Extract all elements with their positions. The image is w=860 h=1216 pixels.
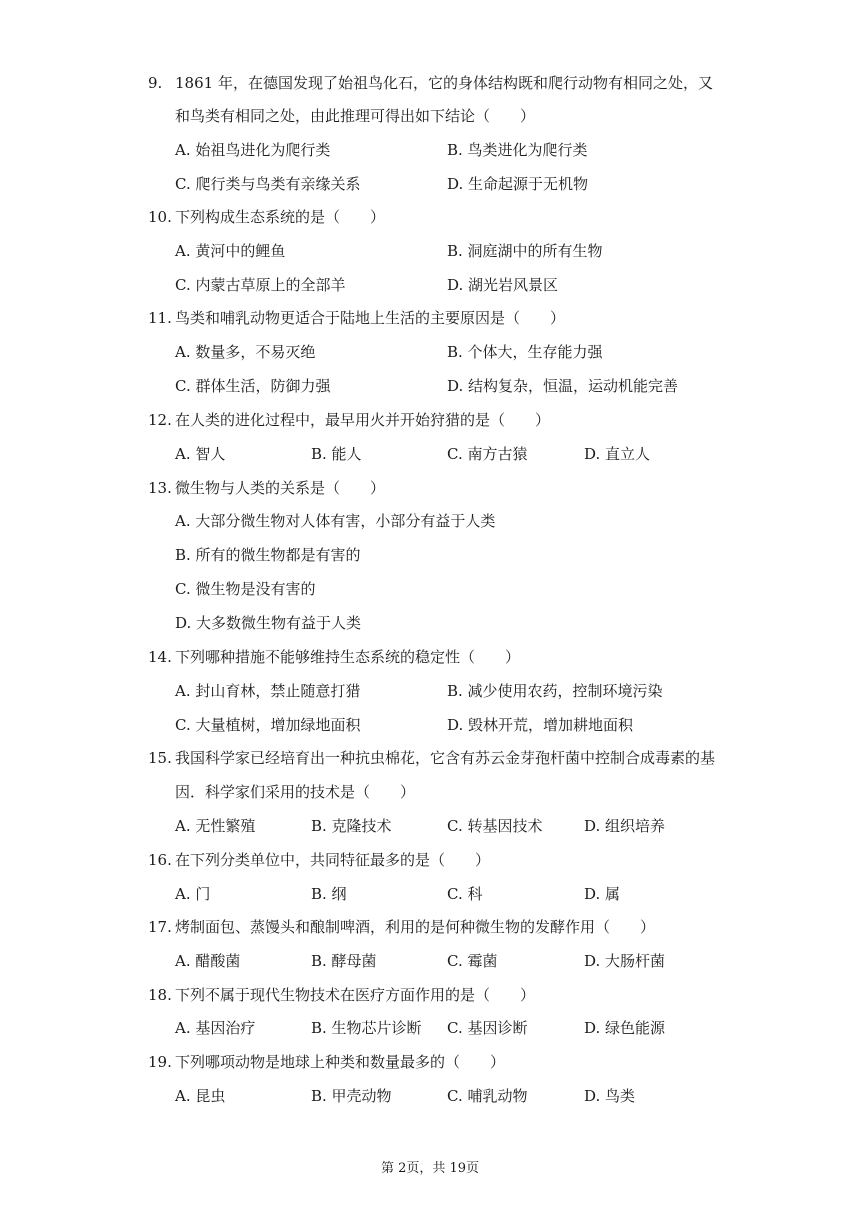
question-text: 下列哪种措施不能够维持生态系统的稳定性（ ） [175,648,521,666]
option-c: C. 内蒙古草原上的全部羊 [175,276,346,294]
question-text: 鸟类和哺乳动物更适合于陆地上生活的主要原因是（ ） [175,309,566,327]
question-text: 1861 年，在德国发现了始祖鸟化石，它的身体结构既和爬行动物有相同之处，又 [175,74,713,92]
question-number: 9. [148,74,163,92]
option-a: A. 门 [175,885,211,903]
question-text: 下列哪项动物是地球上种类和数量最多的（ ） [175,1053,506,1071]
question-number: 14. [148,648,172,666]
option-d: D. 湖光岩风景区 [447,276,559,294]
question-text: 微生物与人类的关系是（ ） [175,479,386,497]
question-text: 下列不属于现代生物技术在医疗方面作用的是（ ） [175,986,536,1004]
question-number: 19. [148,1053,172,1071]
option-b: B. 减少使用农药，控制环境污染 [447,682,663,700]
option-a: A. 无性繁殖 [175,817,256,835]
option-a: A. 醋酸菌 [175,952,241,970]
option-a: A. 智人 [175,445,226,463]
option-b: B. 纲 [311,885,347,903]
option-d: D. 鸟类 [584,1087,636,1105]
option-c: C. 基因诊断 [447,1019,528,1037]
option-a: A. 封山育林，禁止随意打猎 [175,682,361,700]
option-b: B. 鸟类进化为爬行类 [447,141,588,159]
option-d: D. 属 [584,885,621,903]
option-a: A. 大部分微生物对人体有害，小部分有益于人类 [175,512,496,530]
question-number: 17. [148,918,172,936]
option-c: C. 霉菌 [447,952,498,970]
option-d: D. 直立人 [584,445,651,463]
question-number: 10. [148,208,172,226]
option-d: D. 大多数微生物有益于人类 [175,614,362,632]
option-d: D. 绿色能源 [584,1019,666,1037]
option-d: D. 组织培养 [584,817,666,835]
question-text: 因．科学家们采用的技术是（ ） [175,783,416,801]
question-text: 在人类的进化过程中，最早用火并开始狩猎的是（ ） [175,411,551,429]
page-footer: 第 2页，共 19页 [380,1161,480,1176]
option-a: A. 基因治疗 [175,1019,256,1037]
option-d: D. 毁林开荒，增加耕地面积 [447,716,634,734]
option-d: D. 生命起源于无机物 [447,175,589,193]
option-c: C. 南方古猿 [447,445,528,463]
option-b: B. 个体大，生存能力强 [447,343,603,361]
option-b: B. 酵母菌 [311,952,377,970]
option-b: B. 克隆技术 [311,817,392,835]
question-text: 下列构成生态系统的是（ ） [175,208,386,226]
option-c: C. 转基因技术 [447,817,543,835]
option-c: C. 爬行类与鸟类有亲缘关系 [175,175,361,193]
option-b: B. 能人 [311,445,362,463]
option-b: B. 所有的微生物都是有害的 [175,546,361,564]
option-c: C. 科 [447,885,483,903]
question-number: 15. [148,749,172,767]
option-a: A. 黄河中的鲤鱼 [175,242,286,260]
option-c: C. 微生物是没有害的 [175,580,316,598]
question-number: 18. [148,986,172,1004]
option-a: A. 数量多，不易灭绝 [175,343,316,361]
option-c: C. 群体生活，防御力强 [175,377,331,395]
question-number: 11. [148,309,172,327]
option-b: B. 生物芯片诊断 [311,1019,422,1037]
question-text: 我国科学家已经培育出一种抗虫棉花，它含有苏云金芽孢杆菌中控制合成毒素的基 [175,749,716,767]
option-d: D. 结构复杂，恒温，运动机能完善 [447,377,679,395]
question-number: 13. [148,479,172,497]
question-text: 在下列分类单位中，共同特征最多的是（ ） [175,851,491,869]
question-text: 和鸟类有相同之处，由此推理可得出如下结论（ ） [175,107,536,125]
option-b: B. 洞庭湖中的所有生物 [447,242,603,260]
option-a: A. 始祖鸟进化为爬行类 [175,141,331,159]
option-d: D. 大肠杆菌 [584,952,666,970]
option-b: B. 甲壳动物 [311,1087,392,1105]
option-c: C. 大量植树，增加绿地面积 [175,716,361,734]
option-c: C. 哺乳动物 [447,1087,528,1105]
question-number: 16. [148,851,172,869]
option-a: A. 昆虫 [175,1087,226,1105]
question-number: 12. [148,411,172,429]
question-text: 烤制面包、蒸馒头和酿制啤酒，利用的是何种微生物的发酵作用（ ） [175,918,656,936]
